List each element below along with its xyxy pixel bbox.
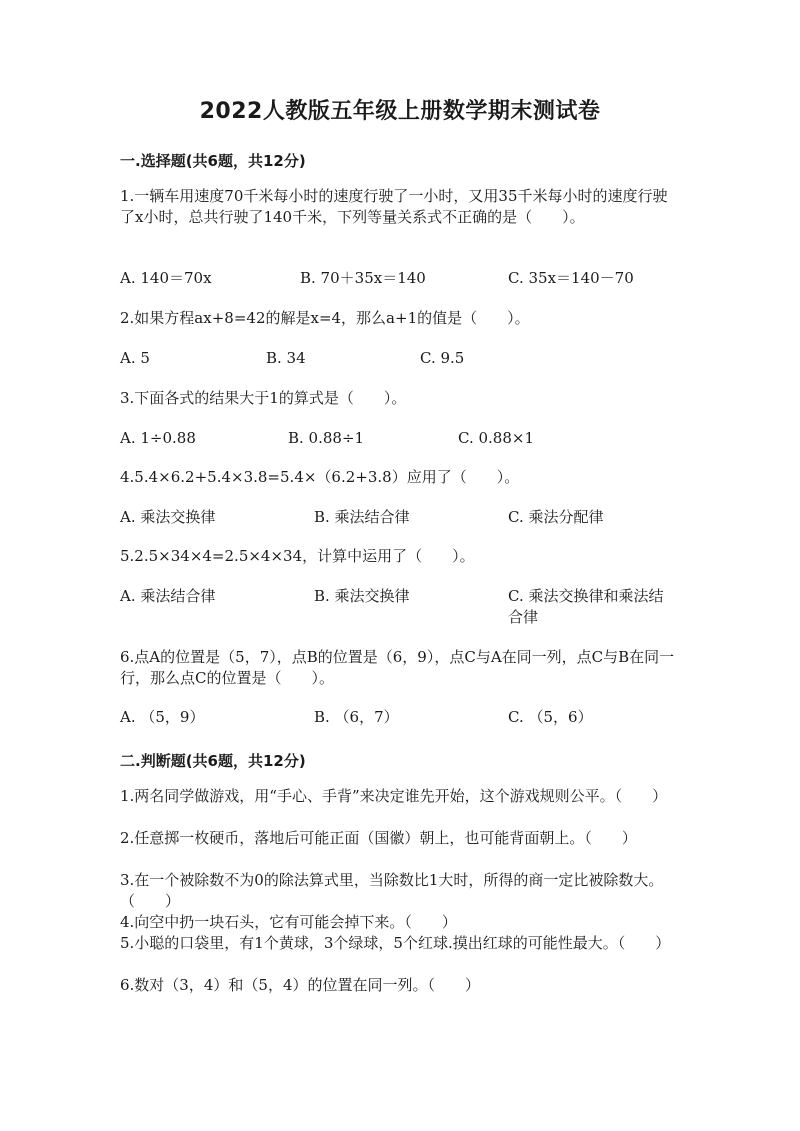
q6-option-b: B. （6，7） xyxy=(314,708,399,726)
choice-question-3: 3.下面各式的结果大于1的算式是（ ）。 xyxy=(120,389,407,407)
q6-option-c: C. （5，6） xyxy=(508,708,593,726)
q4-option-b: B. 乘法结合律 xyxy=(314,508,410,526)
judge-question-3: 3.在一个被除数不为0的除法算式里，当除数比1大时，所得的商一定比被除数大。（ ） xyxy=(120,871,664,910)
q1-option-c: C. 35x＝140－70 xyxy=(508,269,634,287)
q1-option-b: B. 70＋35x＝140 xyxy=(300,269,426,287)
q2-option-b: B. 34 xyxy=(266,349,306,367)
q2-option-c: C. 9.5 xyxy=(420,349,465,367)
judge-question-5: 5.小聪的口袋里，有1个黄球，3个绿球，5个红球.摸出红球的可能性最大。（ ） xyxy=(120,934,671,952)
q5-option-b: B. 乘法交换律 xyxy=(314,587,410,605)
choice-question-2: 2.如果方程ax+8=42的解是x=4，那么a+1的值是（ ）。 xyxy=(120,309,530,327)
page-title: 2022人教版五年级上册数学期末测试卷 xyxy=(199,99,601,124)
section-heading-choice: 一.选择题(共6题，共12分) xyxy=(120,152,306,170)
judge-question-2: 2.任意掷一枚硬币，落地后可能正面（国徽）朝上，也可能背面朝上。（ ） xyxy=(120,829,637,847)
judge-question-4: 4.向空中扔一块石头，它有可能会掉下来。（ ） xyxy=(120,913,457,931)
q6-option-a: A. （5，9） xyxy=(120,708,205,726)
q2-option-a: A. 5 xyxy=(120,349,150,367)
q1-option-a: A. 140＝70x xyxy=(120,269,212,287)
q5-option-a: A. 乘法结合律 xyxy=(120,587,216,605)
q3-option-c: C. 0.88×1 xyxy=(458,429,534,447)
choice-question-6: 6.点A的位置是（5，7），点B的位置是（6，9），点C与A在同一列，点C与B在同一行，那么点C的位置是（ ）。 xyxy=(120,648,675,687)
q4-option-c: C. 乘法分配律 xyxy=(508,508,604,526)
choice-question-4: 4.5.4×6.2+5.4×3.8=5.4×（6.2+3.8）应用了（ ）。 xyxy=(120,468,520,486)
q4-option-a: A. 乘法交换律 xyxy=(120,508,216,526)
q3-option-a: A. 1÷0.88 xyxy=(120,429,196,447)
section-heading-judge: 二.判断题(共6题，共12分) xyxy=(120,752,306,770)
choice-question-1: 1.一辆车用速度70千米每小时的速度行驶了一小时，又用35千米每小时的速度行驶了x小时，总共行驶了140千米，下列等量关系式不正确的是（ ）。 xyxy=(120,187,668,226)
judge-question-1: 1.两名同学做游戏，用“手心、手背”来决定谁先开始，这个游戏规则公平。（ ） xyxy=(120,787,668,805)
q3-option-b: B. 0.88÷1 xyxy=(288,429,365,447)
judge-question-6: 6.数对（3，4）和（5，4）的位置在同一列。（ ） xyxy=(120,976,480,994)
q5-option-c: C. 乘法交换律和乘法结合律 xyxy=(508,587,664,626)
choice-question-5: 5.2.5×34×4=2.5×4×34，计算中运用了（ ）。 xyxy=(120,547,475,565)
